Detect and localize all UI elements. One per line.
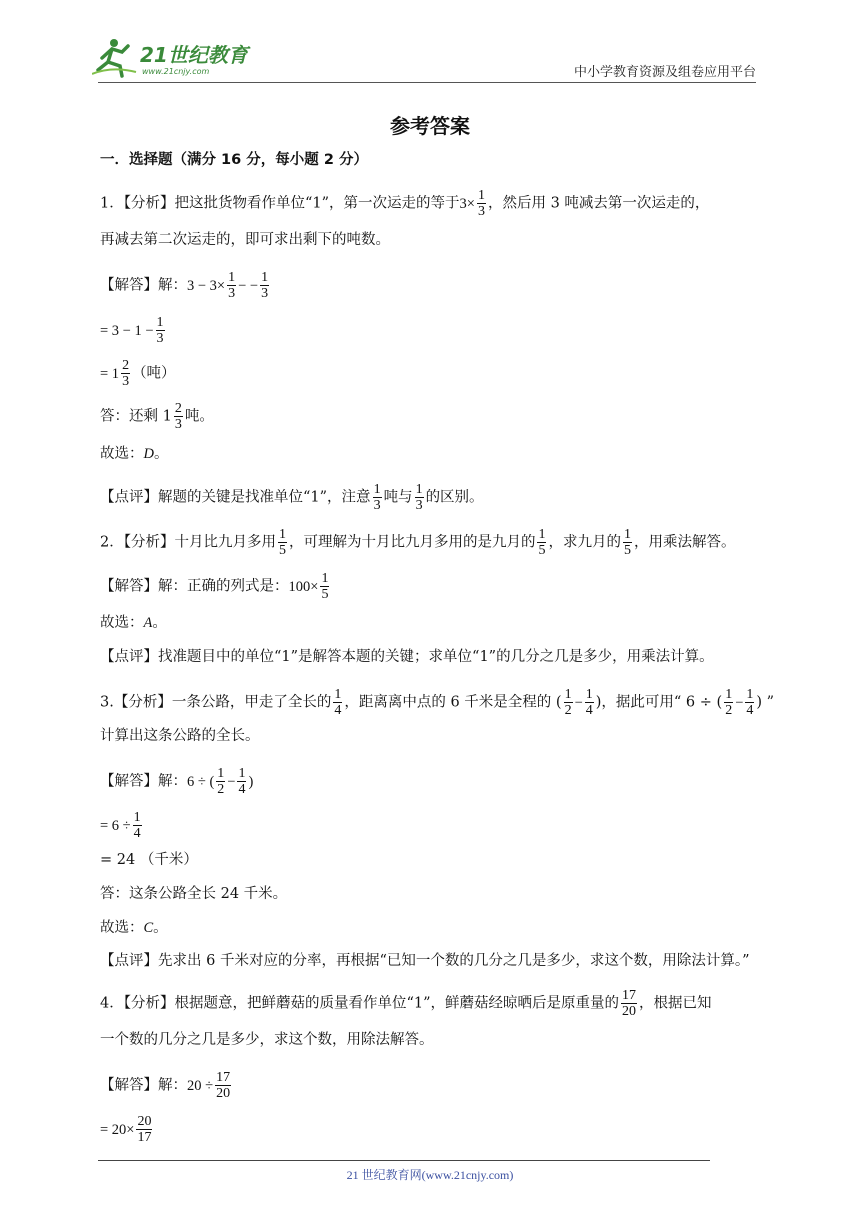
q1-step1: = 3 − 1 − $\frac{1}{3}$: [100, 315, 164, 346]
logo-text: 21世纪教育: [140, 43, 248, 67]
q4-analysis-cont: 一个数的几分之几是多少，求这个数，用除法解答。: [100, 1032, 434, 1048]
q2-solution: 【解答】解：正确的列式是：100× $\frac{1}{5}$: [100, 571, 329, 602]
footer-divider: [98, 1160, 710, 1161]
site-logo: [92, 36, 262, 80]
section-heading: 一．选择题（满分 16 分，每小题 2 分）: [100, 152, 368, 168]
q1-solution: 【解答】解：3 − 3× $\frac{1}{3}$ − − $\frac{1}{3}$: [100, 270, 269, 301]
q1-answer: 答：还剩 1 $\frac{2}{3}$ 吨。: [100, 401, 214, 432]
q1-step2: = 1 $\frac{2}{3}$ （吨）: [100, 358, 176, 389]
q2-choice: 故选：A。: [100, 615, 167, 631]
q1-analysis: 1．【分析】把这批货物看作单位“1”，第一次运走的等于3× $\frac{1}{3}$ ，然后用 3 吨减去第一次运走的，: [100, 188, 710, 219]
q3-choice: 故选：C。: [100, 920, 168, 936]
q4-solution: 【解答】解：20 ÷ $\frac{17}{20}$: [100, 1070, 231, 1101]
footer-text: 21 世纪教育网(www.21cnjy.com): [346, 1168, 514, 1182]
header-divider: [98, 82, 756, 83]
q4-analysis: 4．【分析】根据题意，把鲜蘑菇的质量看作单位“1”，鲜蘑菇经晾晒后是原重量的 $\frac{17}{20}$ ，根据已知: [100, 988, 712, 1019]
q2-analysis: 2．【分析】十月比九月多用 $\frac{1}{5}$ ，可理解为十月比九月多用的是九月的 $\frac{1}{5}$ ，求九月的 $\frac{1}{5}$ ，用乘法解答。: [100, 527, 736, 558]
q1-analysis-cont: 再减去第二次运走的，即可求出剩下的吨数。: [100, 232, 390, 248]
q3-analysis-cont: 计算出这条公路的全长。: [100, 728, 260, 744]
logo-url: www.21cnjy.com: [142, 67, 210, 76]
runner-icon: [92, 39, 136, 76]
header-slogan: 中小学教育资源及组卷应用平台: [573, 65, 756, 80]
fraction: $\frac{1}{3}$: [477, 188, 485, 219]
q4-step1: = 20× $\frac{20}{17}$: [100, 1114, 152, 1145]
page-title: 参考答案: [390, 114, 470, 138]
q1-choice: 故选：D。: [100, 446, 169, 462]
q3-step1: = 6 ÷ $\frac{1}{4}$: [100, 810, 141, 841]
q3-analysis: 3.【分析】一条公路，甲走了全长的 $\frac{1}{4}$ ，距离离中点的 6 千米是全程的 ( $\frac{1}{2}$ − $\frac{1}{4}$ )，据此可用“ 6 ÷ ( $\frac{1}{2}$ − $\frac{1}{4}$ ) ”: [100, 687, 775, 718]
q3-comment: 【点评】先求出 6 千米对应的分率，再根据“已知一个数的几分之几是多少，求这个数，用除法计算。”: [100, 953, 750, 969]
q3-answer: 答：这条公路全长 24 千米。: [100, 886, 288, 902]
q2-comment: 【点评】找准题目中的单位“1”是解答本题的关键；求单位“1”的几分之几是多少，用乘法计算。: [100, 649, 714, 665]
q3-step2: = 24 （千米）: [100, 852, 198, 868]
q3-solution: 【解答】解：6 ÷ ( $\frac{1}{2}$ − $\frac{1}{4}$ ): [100, 766, 254, 797]
q1-comment: 【点评】解题的关键是找准单位“1”，注意 $\frac{1}{3}$ 吨与 $\frac{1}{3}$ 的区别。: [100, 482, 484, 513]
